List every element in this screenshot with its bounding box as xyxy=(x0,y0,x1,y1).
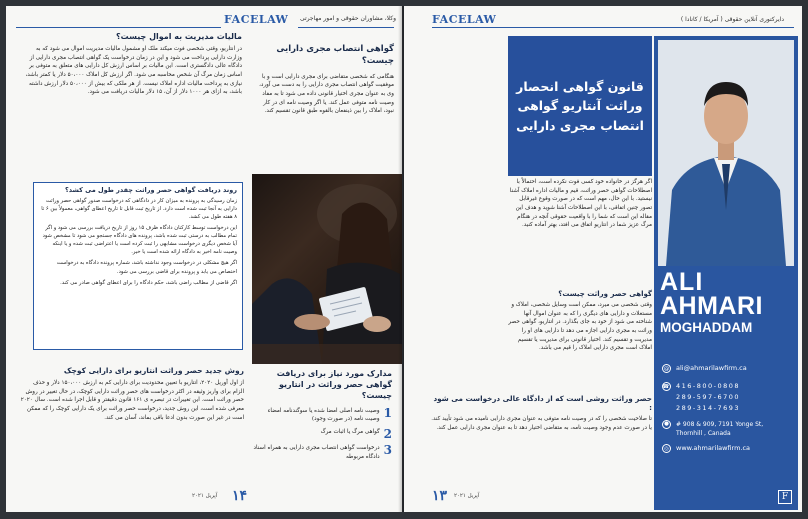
section-title: گواهی حصر وراثت چیست؟ xyxy=(558,290,652,298)
email-text: ali@ahmarilawfirm.ca xyxy=(676,364,747,372)
header-rule xyxy=(298,27,394,28)
page-number: ۱۴ xyxy=(232,488,248,504)
box-title: روند دریافت گواهی حصر وراثت چقدر طول می کشد؟ xyxy=(64,186,237,194)
section-title: روش جدید حصر وراثت انتاریو برای دارایی کوچک xyxy=(63,366,244,375)
article-title: قانون گواهی انحصار وراثت آنتاریو گواهی انتصاب مجری دارایی xyxy=(508,36,652,176)
box-paragraph: اگر هیچ مشکلی در درخواست وجود نداشته باشد، شماره پرونده دادگاه به درخواست اختصاص می یابد و پرونده برای قاضی بررسی می شود. xyxy=(56,260,237,275)
estate-tax-section xyxy=(20,32,242,97)
step-number: 1 xyxy=(383,405,392,420)
phone-number: 416-800-0808 xyxy=(676,382,741,390)
attorney-portrait xyxy=(658,40,794,266)
probate-section xyxy=(508,290,652,353)
masthead: FACELAW xyxy=(432,13,497,26)
intro-section xyxy=(508,178,652,230)
step-number: 2 xyxy=(383,426,392,441)
section-title: مدارک مورد نیاز برای دریافت گواهی حصر وراثت در انتاریو چیست؟ xyxy=(276,369,392,401)
step-text: درخواست گواهی انتصاب مجری دارایی به همراه اسناد دادگاه مربوطه xyxy=(253,444,380,460)
brand-name-line3: MOGHADDAM xyxy=(660,320,753,335)
page-number: ۱۳ xyxy=(432,488,448,504)
contact-phones[interactable] xyxy=(662,382,740,412)
section-body: وقتی شخصی می میرد، ممکن است وسایل شخصی، املاک و مستغلات و دارایی های دیگری را که به عنوان اموال آنها شناخته می شود از خود به جای بگذارد. در انتاریو، گواهی حصر وراثت به مجری دارایی اجازه می دهد تا دارایی های او را مدیریت و تقسیم کند. اختیار قانونی برای مدیریت یا تقسیم املاک است مجری دارایی املاک را قیم می باشد. xyxy=(508,302,652,352)
globe-icon: ◎ xyxy=(662,444,671,453)
phone-list xyxy=(676,382,740,412)
address-text: # 908 & 909, 7191 Yonge St, Thornhill , Canada xyxy=(676,421,764,437)
phone-number: 289-597-6700 xyxy=(676,393,741,401)
step-text: وصیت نامه اصلی امضا شده یا سوگندنامه امضاء وصیت نامه (در صورت وجود) xyxy=(267,407,380,423)
section-title: مالیات مدیریت به اموال چیست؟ xyxy=(116,32,242,41)
certificate-section xyxy=(252,44,394,116)
section-body: از اول آوریل ۲۰۲۰، انتاریو با تعیین محدودیت برای دارایی کم به ارزش ۱۵۰،۰۰۰ دلار و حذف الزام برای واریز وثیقه در اکثر درخواست های حصر وراثت دارایی کوچک، در حال تغییر در روش حصر وراثت است. این تغییرات در تبصره ی ۱۶۱ قانون دقیقتر و قابل اجرا شده است. سال ۲۰۲۰ معرفی شده است، این روش جدید، درخواست حصر وراثت برای یک دارایی کوچک را که ممکن است در غیر این صورت بدون ادعا باقی بماند، آسان می کند. xyxy=(20,380,244,421)
section-title: گواهی انتصاب مجری دارایی چیست؟ xyxy=(276,44,394,66)
duration-box xyxy=(33,182,243,350)
portrait-illustration xyxy=(658,40,794,266)
section-title: حصر وراثت روشی است که از دادگاه عالی درخواست می شود : xyxy=(433,394,652,412)
website-text: www.ahmarilawfirm.ca xyxy=(676,444,751,452)
list-item xyxy=(252,407,392,424)
section-body: هنگامی که شخصی متقاضی برای مجری دارایی است و با موفقیت گواهی انتصاب مجری دارایی را به دست می آورد، وی به عنوان مجری اختیار قانونی داده می شود تا به مفاد وصیت نامه متوفی عمل کند. یا اگر وصیت نامه ای در کار نبود، املاک را بین ذینفعان بالقوه طبق قانون تقسیم کند. xyxy=(259,73,394,115)
box-paragraph: اگر قاضی از مطالب راضی باشد، حکم دادگاه را برای اعطای گواهی صادر می کند. xyxy=(60,279,237,286)
contact-address xyxy=(662,420,790,438)
step-number: 3 xyxy=(383,442,392,457)
brand-panel xyxy=(654,36,798,510)
header-rule xyxy=(432,27,794,28)
intro-body: اگر هرگز در خانواده خود کسی فوت نکرده است، احتمالاً با اصطلاحات گواهی حصر وراثت، قیم و مالیات اداره املاک آشنا نیستید. با این حال، مهم است که در صورت وقوع غیرقابل تصور چنین اتفاقی، با این اصطلاحات آشنا شوید و هدف این مقاله این است که شما را با واقعیت حقوقی آنچه در هنگام مرگ عزیز شما در انتاریو اتفاق می افتد، بهتر آماده کنید. xyxy=(509,179,652,229)
brand-name-line2: AHMARI xyxy=(660,292,763,320)
contact-email[interactable] xyxy=(662,364,747,373)
header-caption: وکلا، مشاوران حقوقی و امور مهاجرتی xyxy=(299,15,396,22)
section-body: تا صلاحیت شخصی را که در وصیت نامه متوفی به عنوان مجری دارایی نامیده می شود تأیید کند. یا در صورت عدم وجود وصیت نامه، به متقاضی اختیار دهد تا به عنوان مجری دارایی عمل کند. xyxy=(431,416,652,431)
footer-date: آپریل ۲۰۲۱ xyxy=(454,493,480,499)
documents-section xyxy=(252,368,392,465)
photo-illustration xyxy=(252,174,402,364)
list-item xyxy=(252,444,392,461)
contact-website[interactable] xyxy=(662,444,750,453)
location-icon: ● xyxy=(662,420,671,429)
email-icon: @ xyxy=(663,365,670,372)
list-item xyxy=(252,428,392,440)
phone-number: 289-314-7693 xyxy=(676,404,741,412)
right-page xyxy=(404,6,802,512)
masthead: FACELAW xyxy=(224,13,289,26)
footer-date: آپریل ۲۰۲۱ xyxy=(192,493,218,499)
step-text: گواهی مرگ یا اثبات مرگ xyxy=(320,428,380,435)
box-paragraph: این درخواست توسط کارکنان دادگاه ظرف ۱۵ روز از تاریخ دریافت بررسی می شود و اگر تمام مطالب به درستی ثبت شده باشد، پرونده های دادگاه جستجو می شود تا مشخص شود آیا شخص دیگری درخواست مشابهی را ثبت کرده است یا اعتراضی ثبت شده و یا اینکه وصیت نامه اخیر به دادگاه ارائه شده است یا خیر. xyxy=(42,225,237,256)
logo-mark: F xyxy=(778,490,792,504)
court-section xyxy=(430,394,652,432)
brand-name-line1: ALI xyxy=(660,268,704,296)
box-paragraph: زمان رسیدگی به پرونده به میزان کار در دادگاهی که درخواست صدور گواهی حصر وراثت دارایی به آنجا ثبت شده است دارد. از تاریخ ثبت قابل تا تاریخ اعطای گواهی، معمولاً بین ۶ تا ۸ هفته طول می کشد. xyxy=(41,198,237,221)
header-caption: دایرکتوری آنلاین حقوقی ( آمریکا / کانادا ) xyxy=(680,16,784,23)
grieving-couple-photo xyxy=(252,174,402,364)
left-page xyxy=(6,6,402,512)
section-body: در انتاریو، وقتی شخصی فوت میکند ملک او مشمول مالیات مدیریت اموال می شود که به وزارت دارایی پرداخت می شود و این در زمان درخواست یک گواهی انتصاب مجری دارایی از دادگاه عالی دادگستری است. این مالیات بر اساس ارزش کل دارایی های متعلق به متوفی بر اساس زمان مرگ آن شخص محاسبه می شود. اگر ارزش کل املاک ۵۰،۰۰۰ دلار یا کمتر باشد، نیازی به پرداخت مالیات اداره املاک نیست. از هر ملکی که بیش از ۵۰،۰۰۰ دلار ارزش داشته باشد، به ازای هر ۱۰۰۰ دلار از آن، ۱۵ دلار مالیات دریافت می شود. xyxy=(25,46,242,96)
header-rule xyxy=(16,27,221,28)
phone-icon: ☎ xyxy=(662,383,671,390)
small-estate-section xyxy=(20,366,244,422)
